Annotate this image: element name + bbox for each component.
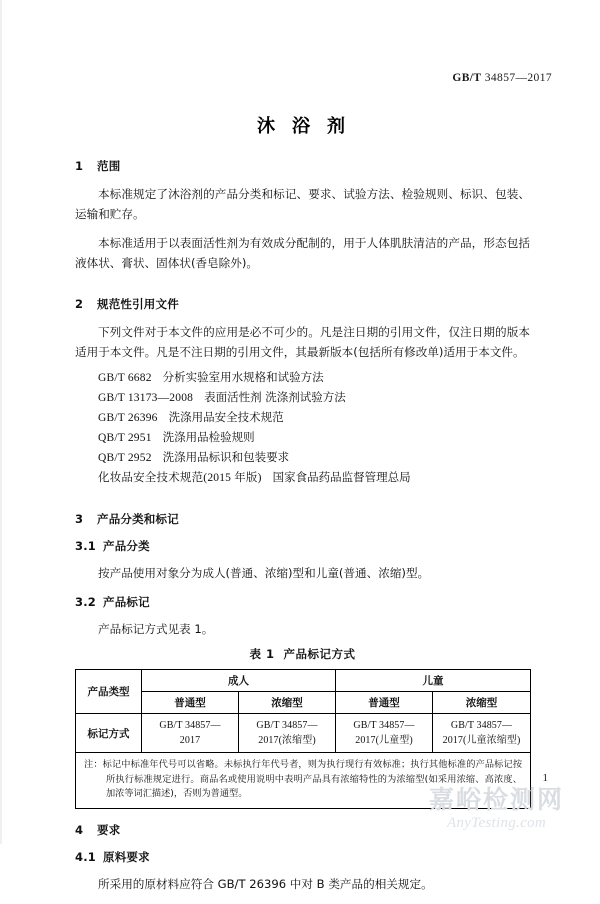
section-number-2: 2 (75, 297, 84, 311)
section-1-paragraph-1: 本标准规定了沐浴剂的产品分类和标记、要求、试验方法、检验规则、标识、包装、运输和贮存。 (75, 187, 530, 221)
watermark-chinese: 嘉峪检测网 (428, 785, 564, 814)
table-row-label-marking: 标记方式 (76, 714, 142, 753)
marking-line-2: 2017 (179, 735, 201, 746)
table-note-label: 注： (84, 759, 103, 770)
section-title-1: 范围 (97, 159, 121, 173)
table-group-header-children: 儿童 (336, 670, 531, 692)
section-number-3-2: 3.2 (75, 594, 96, 609)
table-subheader-adult-concentrated: 浓缩型 (239, 692, 336, 714)
section-heading-4 (75, 822, 530, 838)
section-number-4-1: 4.1 (75, 849, 96, 864)
section-heading-2 (75, 296, 530, 312)
table-cell-children-concentrated (433, 714, 531, 753)
reference-title: 表面活性剂 洗涤剂试验方法 (204, 390, 346, 404)
marking-line-1: GB/T 34857— (256, 720, 318, 731)
reference-title: 洗涤用品标识和包装要求 (162, 450, 290, 464)
reference-item (75, 468, 530, 488)
reference-code: 化妆品安全技术规范(2015 年版) (98, 472, 262, 484)
table-note-text: 标记中标准年代号可以省略。未标执行年代号者，则为执行现行有效标准；执行其他标准的产品标记按所执行标准规定进行。商品名或使用说明中表明产品具有浓缩特性的为浓缩型(如采用浓缩、高浓度、加浓等词汇描述)，否则为普通型。 (102, 759, 523, 799)
section-2-paragraph-1: 下列文件对于本文件的应用是必不可少的。凡是注日期的引用文件，仅注日期的版本适用于本文件。凡是不注日期的引用文件，其最新版本(包括所有修改单)适用于本文件。 (75, 325, 530, 359)
table-subheader-children-regular: 普通型 (336, 692, 433, 714)
reference-code: QB/T 2951 (98, 432, 152, 444)
section-heading-1 (75, 158, 530, 174)
section-heading-3 (75, 511, 530, 527)
table-caption-title: 产品标记方式 (283, 647, 356, 661)
section-title-2: 规范性引用文件 (97, 297, 179, 311)
normative-reference-list (75, 368, 530, 488)
reference-title: 洗涤用品检验规则 (162, 430, 255, 444)
spacer (75, 283, 530, 296)
reference-title: 分析实验室用水规格和试验方法 (162, 370, 324, 384)
marking-line-2: 2017(儿童型) (355, 735, 413, 746)
section-title-4-1: 原料要求 (103, 849, 150, 864)
section-3-2-paragraph-1: 产品标记方式见表 1。 (98, 621, 214, 636)
standard-number-prefix: GB/T (452, 72, 482, 84)
standard-number-value: 34857—2017 (484, 72, 552, 84)
section-number-4: 4 (75, 822, 84, 837)
reference-item (75, 428, 530, 448)
marking-line-2: 2017(浓缩型) (258, 735, 316, 746)
reference-title: 国家食品药品监督管理总局 (272, 470, 411, 484)
table-row (76, 692, 531, 714)
marking-line-2: 2017(儿童浓缩型) (442, 735, 521, 746)
standard-number (452, 72, 552, 84)
table-subheader-adult-regular: 普通型 (142, 692, 239, 714)
page-title: 沐浴剂 (257, 116, 362, 137)
reference-item (75, 408, 530, 428)
section-3-1-paragraph-1: 按产品使用对象分为成人(普通、浓缩)型和儿童(普通、浓缩)型。 (98, 566, 430, 580)
reference-title: 洗涤用品安全技术规范 (168, 410, 284, 424)
section-number-3-1: 3.1 (75, 539, 96, 553)
spacer (75, 498, 530, 511)
table-cell-children-regular (336, 714, 433, 753)
marking-line-1: GB/T 34857— (353, 720, 415, 731)
table-note-body (84, 758, 522, 802)
table-caption (75, 646, 530, 662)
section-title-4: 要求 (97, 822, 121, 837)
table-row (76, 714, 531, 753)
document-body (75, 158, 530, 904)
section-heading-3-1 (75, 538, 530, 554)
marking-line-1: GB/T 34857— (450, 720, 513, 731)
section-heading-3-2 (75, 594, 530, 610)
section-title-3-2: 产品标记 (103, 594, 150, 609)
reference-code: QB/T 2952 (98, 452, 152, 464)
spacer (75, 809, 530, 822)
reference-item (75, 448, 530, 468)
section-title-3: 产品分类和标记 (97, 512, 179, 526)
section-1-paragraph-2: 本标准适用于以表面活性剂为有效成分配制的，用于人体肌肤清洁的产品，形态包括液体状、膏状、固体状(香皂除外)。 (75, 236, 530, 270)
reference-code: GB/T 26396 (98, 412, 158, 424)
page-number: 1 (542, 772, 548, 784)
section-4-1-paragraph-1: 所采用的原材料应符合 GB/T 26396 中对 B 类产品的相关规定。 (98, 876, 433, 891)
reference-item (75, 388, 530, 408)
table-cell-adult-concentrated (239, 714, 336, 753)
table-group-header-adult: 成人 (142, 670, 336, 692)
table-note (76, 753, 531, 809)
reference-item (75, 368, 530, 388)
table-header-product-type: 产品类型 (76, 670, 142, 714)
watermark-english: AnyTesting.com (446, 815, 547, 831)
section-heading-4-1 (75, 849, 530, 865)
table-row (76, 753, 531, 809)
section-number-1: 1 (75, 159, 84, 173)
table-row (76, 670, 531, 692)
table-cell-adult-regular (142, 714, 239, 753)
table-subheader-children-concentrated: 浓缩型 (433, 692, 531, 714)
page-header (50, 68, 552, 84)
section-title-3-1: 产品分类 (103, 539, 150, 553)
section-number-3: 3 (75, 512, 84, 526)
reference-code: GB/T 6682 (98, 372, 152, 384)
reference-code: GB/T 13173—2008 (98, 392, 194, 404)
marking-line-1: GB/T 34857— (159, 720, 221, 731)
product-marking-table (75, 669, 531, 809)
table-caption-label: 表 1 (249, 647, 275, 661)
